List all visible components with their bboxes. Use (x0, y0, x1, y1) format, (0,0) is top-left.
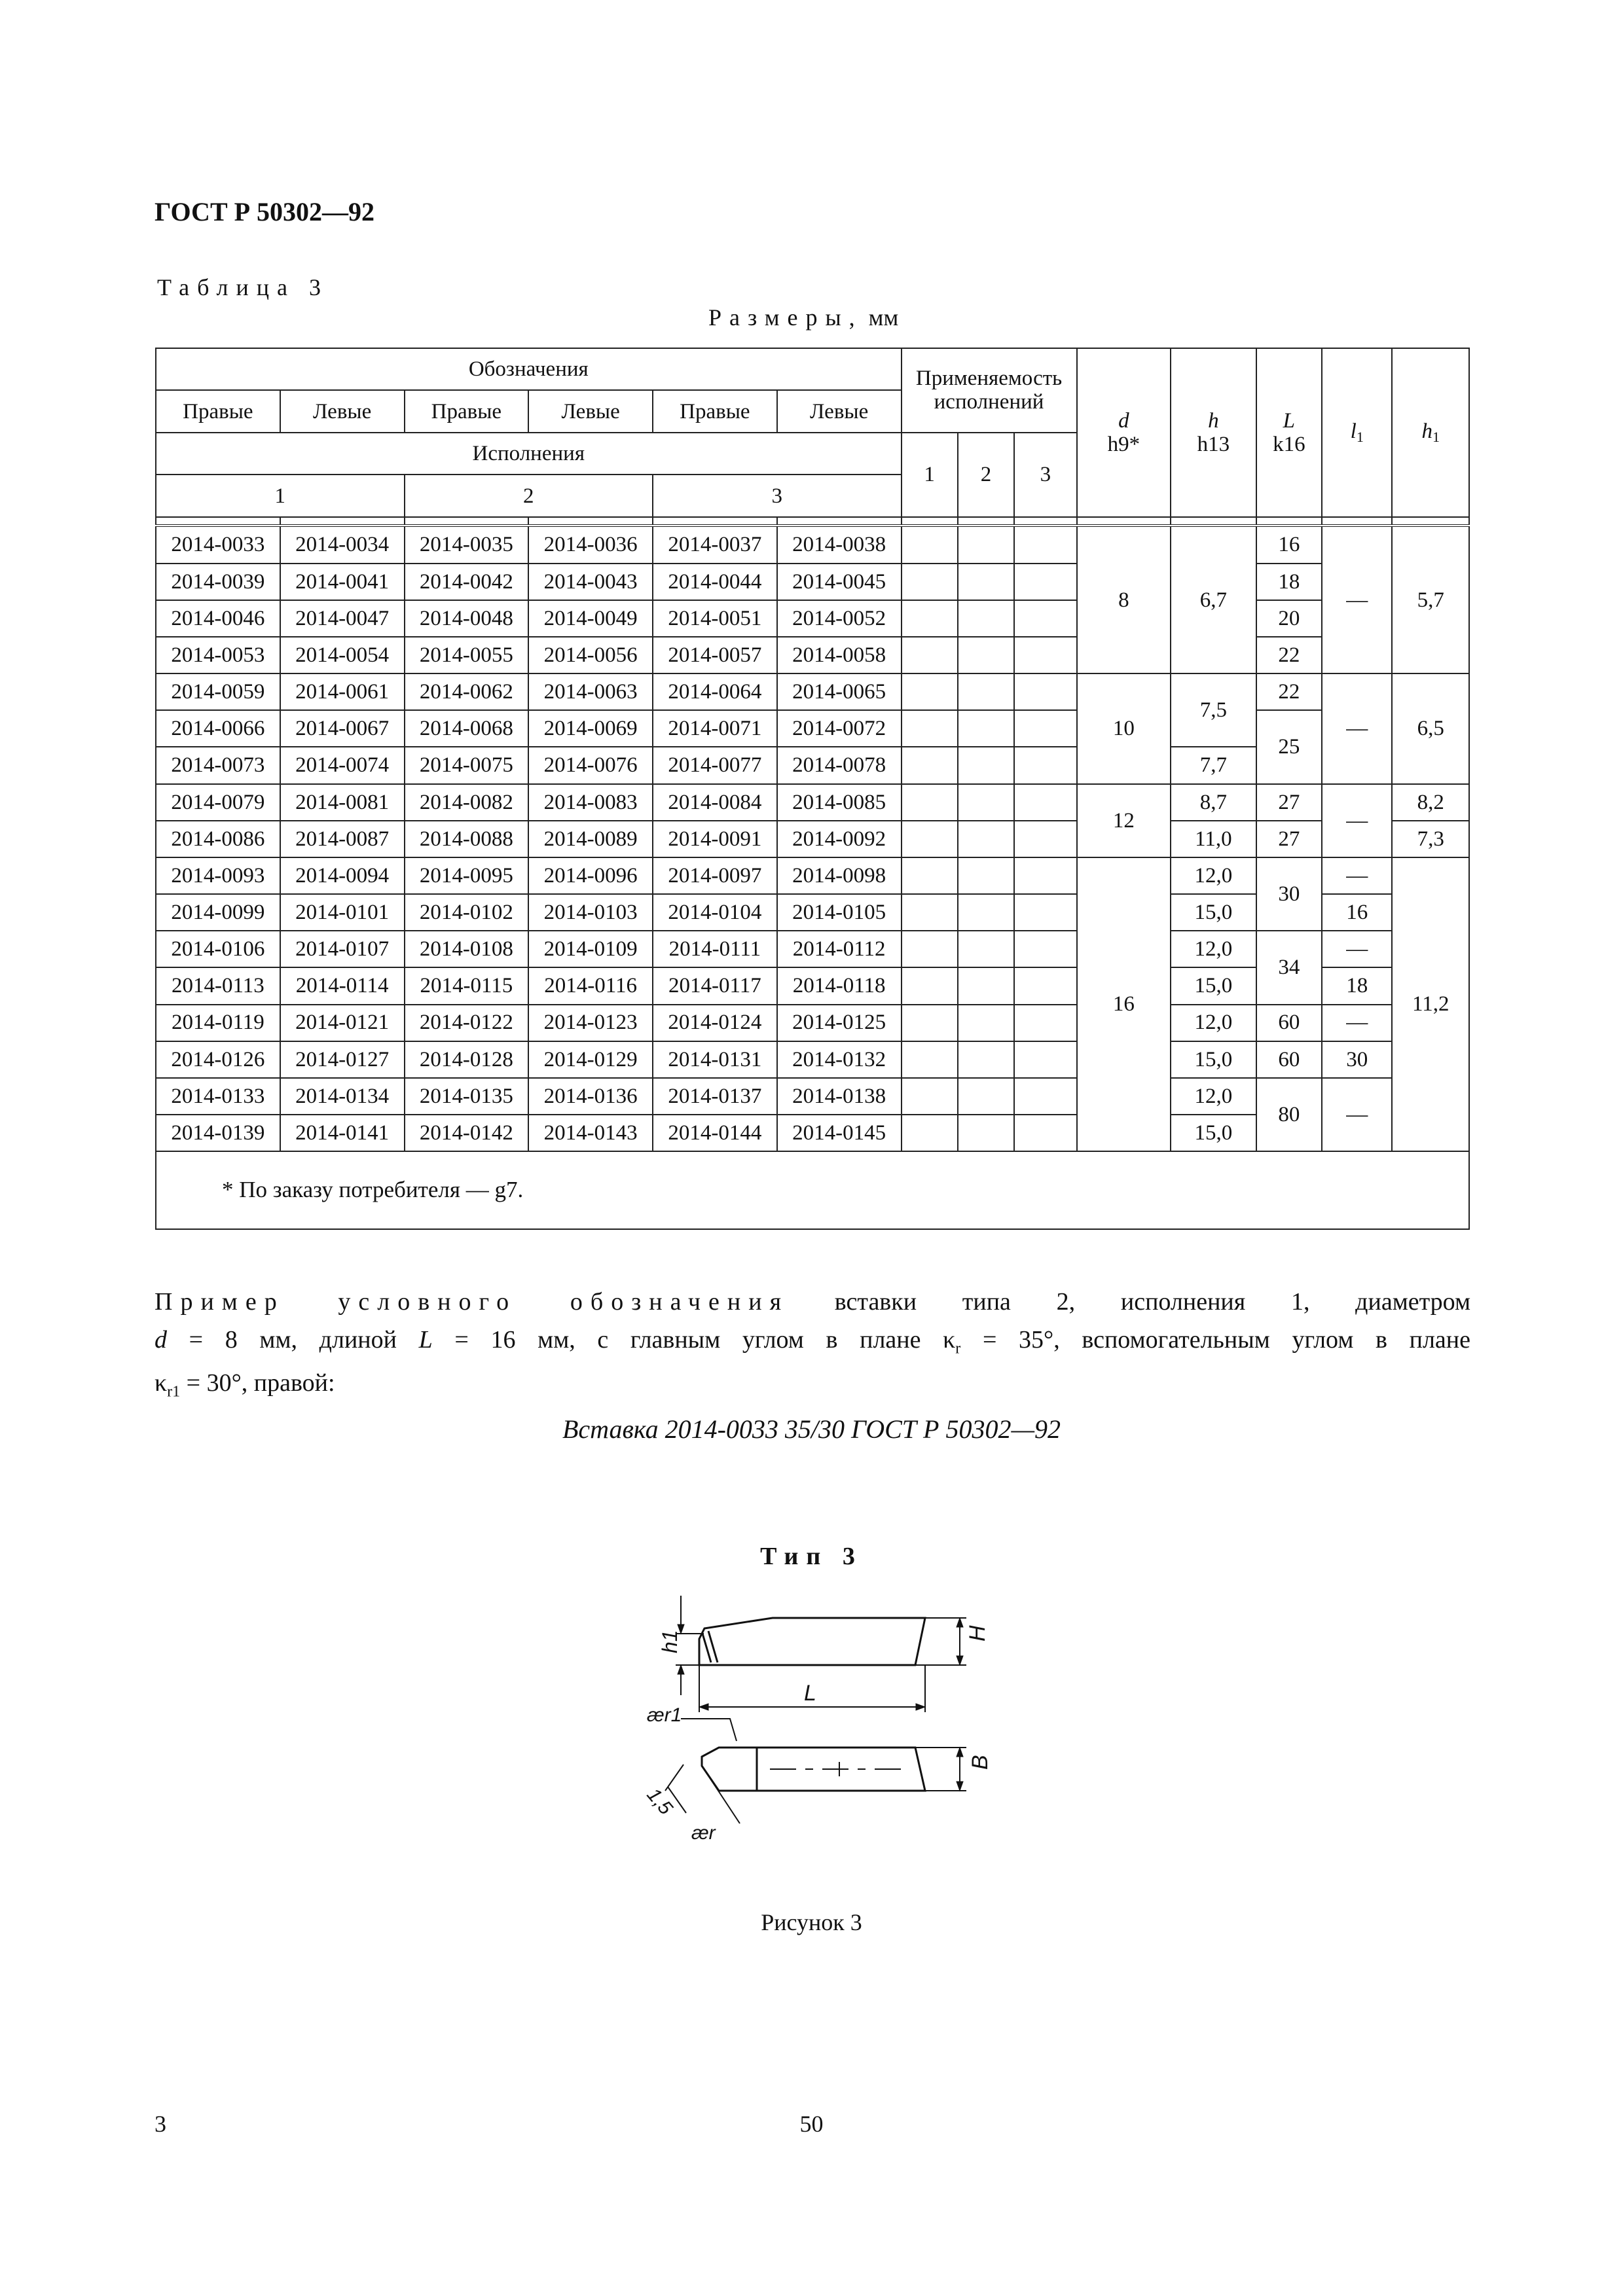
table-row (156, 710, 1469, 747)
designation-cell: 2014-0102 (405, 894, 529, 931)
designation-cell: 2014-0056 (528, 637, 653, 673)
applicability-cell (958, 931, 1014, 967)
designation-cell: 2014-0134 (280, 1078, 405, 1115)
designation-cell: 2014-0067 (280, 710, 405, 747)
document-header: ГОСТ Р 50302—92 (155, 197, 375, 226)
applicability-cell (902, 821, 958, 857)
l1-value-cell: 16 (1322, 894, 1392, 931)
insert-type-3-drawing (642, 1590, 1008, 1898)
designation-cell: 2014-0109 (528, 931, 653, 967)
designation-cell: 2014-0053 (156, 637, 280, 673)
designation-cell: 2014-0114 (280, 967, 405, 1004)
h1-value-cell: 11,2 (1392, 857, 1469, 1151)
header-left: Левые (528, 390, 653, 432)
designation-cell: 2014-0121 (280, 1005, 405, 1041)
header-app-1: 1 (902, 433, 958, 517)
applicability-cell (1014, 1005, 1076, 1041)
h-value-cell: 8,7 (1171, 784, 1256, 821)
designation-cell: 2014-0132 (777, 1041, 902, 1078)
designation-cell: 2014-0112 (777, 931, 902, 967)
side-view-cutting-edge (702, 1631, 718, 1662)
designation-cell: 2014-0095 (405, 857, 529, 894)
applicability-cell (1014, 747, 1076, 783)
applicability-cell (1014, 637, 1076, 673)
applicability-cell (1014, 710, 1076, 747)
header-l1 (1322, 348, 1392, 517)
units-caption (708, 304, 898, 331)
angle-kr-leader (702, 1766, 740, 1823)
header-h (1171, 348, 1256, 517)
designation-cell: 2014-0045 (777, 564, 902, 600)
applicability-cell (902, 857, 958, 894)
applicability-cell (902, 710, 958, 747)
designation-cell: 2014-0089 (528, 821, 653, 857)
designation-cell: 2014-0047 (280, 600, 405, 637)
l1-value-cell: — (1322, 1005, 1392, 1041)
designation-cell: 2014-0042 (405, 564, 529, 600)
L-value-cell: 60 (1256, 1005, 1322, 1041)
applicability-cell (902, 1115, 958, 1151)
designation-cell: 2014-0048 (405, 600, 529, 637)
h1-value-cell: 6,5 (1392, 673, 1469, 783)
table-row (156, 1078, 1469, 1115)
designation-cell: 2014-0128 (405, 1041, 529, 1078)
L-value-cell: 27 (1256, 784, 1322, 821)
applicability-cell (958, 1005, 1014, 1041)
example-line-1-text: вставки типа 2, исполнения 1, диаметром (834, 1288, 1471, 1316)
designation-cell: 2014-0043 (528, 564, 653, 600)
applicability-cell (1014, 526, 1076, 563)
header-L-symbol: L (1283, 408, 1296, 433)
applicability-cell (1014, 821, 1076, 857)
designation-cell: 2014-0057 (653, 637, 777, 673)
designation-cell: 2014-0038 (777, 526, 902, 563)
designation-cell: 2014-0139 (156, 1115, 280, 1151)
h1-value-cell: 7,3 (1392, 821, 1469, 857)
designation-cell: 2014-0062 (405, 673, 529, 710)
designation-cell: 2014-0036 (528, 526, 653, 563)
designation-cell: 2014-0082 (405, 784, 529, 821)
angle-kr1-leader (681, 1719, 737, 1741)
designation-cell: 2014-0129 (528, 1041, 653, 1078)
header-left: Левые (777, 390, 902, 432)
applicability-cell (902, 747, 958, 783)
applicability-cell (902, 673, 958, 710)
designation-cell: 2014-0051 (653, 600, 777, 637)
designation-cell: 2014-0055 (405, 637, 529, 673)
designation-cell: 2014-0044 (653, 564, 777, 600)
designation-cell: 2014-0041 (280, 564, 405, 600)
units-value: мм (868, 304, 899, 331)
side-view-outline (699, 1618, 925, 1665)
designation-cell: 2014-0124 (653, 1005, 777, 1041)
L-value-cell: 16 (1256, 526, 1322, 563)
applicability-cell (902, 1041, 958, 1078)
designation-cell: 2014-0064 (653, 673, 777, 710)
designation-cell: 2014-0115 (405, 967, 529, 1004)
designation-cell: 2014-0131 (653, 1041, 777, 1078)
designation-cell: 2014-0058 (777, 637, 902, 673)
label-chamfer: 1,5 (642, 1784, 677, 1820)
applicability-cell (1014, 931, 1076, 967)
table-row (156, 600, 1469, 637)
table-footnote: * По заказу потребителя — g7. (156, 1151, 1469, 1229)
applicability-cell (902, 1078, 958, 1115)
designation-cell: 2014-0071 (653, 710, 777, 747)
designation-cell: 2014-0103 (528, 894, 653, 931)
applicability-cell (958, 1078, 1014, 1115)
L-value-cell: 80 (1256, 1078, 1322, 1151)
applicability-cell (1014, 784, 1076, 821)
designation-cell: 2014-0093 (156, 857, 280, 894)
applicability-cell (902, 637, 958, 673)
designation-cell: 2014-0074 (280, 747, 405, 783)
example-line-2c: = 35°, вспомогательным углом в плане (982, 1326, 1470, 1354)
l1-value-cell: — (1322, 673, 1392, 783)
applicability-cell (958, 673, 1014, 710)
L-value-cell: 22 (1256, 673, 1322, 710)
table-row (156, 931, 1469, 967)
applicability-cell (1014, 673, 1076, 710)
applicability-cell (1014, 1078, 1076, 1115)
designation-cell: 2014-0083 (528, 784, 653, 821)
designation-cell: 2014-0092 (777, 821, 902, 857)
designation-cell: 2014-0133 (156, 1078, 280, 1115)
designation-cell: 2014-0145 (777, 1115, 902, 1151)
designation-cell: 2014-0125 (777, 1005, 902, 1041)
header-h-tolerance: h13 (1197, 432, 1230, 456)
header-d-tolerance: h9* (1107, 432, 1140, 456)
applicability-cell (958, 747, 1014, 783)
header-right: Правые (156, 390, 280, 432)
L-value-cell: 27 (1256, 821, 1322, 857)
example-line-2 (155, 1321, 1470, 1368)
header-execution-3: 3 (653, 475, 902, 516)
example-line-2b: = 16 мм, с главным углом в плане (454, 1326, 921, 1354)
table-footnote-row (156, 1151, 1469, 1229)
designation-cell: 2014-0081 (280, 784, 405, 821)
designation-cell: 2014-0107 (280, 931, 405, 967)
header-right: Правые (653, 390, 777, 432)
label-kr: ær (691, 1822, 716, 1844)
designation-cell: 2014-0086 (156, 821, 280, 857)
header-applicability: Применяемость исполнений (902, 348, 1077, 433)
header-app-2: 2 (958, 433, 1014, 517)
header-executions: Исполнения (156, 433, 902, 475)
applicability-cell (958, 857, 1014, 894)
header-right: Правые (405, 390, 529, 432)
table-caption: Таблица 3 (157, 274, 329, 300)
figure-caption: Рисунок 3 (761, 1909, 862, 1935)
designation-cell: 2014-0034 (280, 526, 405, 563)
L-value-cell: 30 (1256, 857, 1322, 931)
example-line-3-text: = 30°, правой: (186, 1369, 335, 1397)
header-h1-symbol: h (1421, 420, 1432, 444)
designation-cell: 2014-0106 (156, 931, 280, 967)
designation-cell: 2014-0077 (653, 747, 777, 783)
designation-cell: 2014-0061 (280, 673, 405, 710)
designation-cell: 2014-0091 (653, 821, 777, 857)
table-row (156, 564, 1469, 600)
designation-cell: 2014-0136 (528, 1078, 653, 1115)
designation-cell: 2014-0118 (777, 967, 902, 1004)
designation-cell: 2014-0066 (156, 710, 280, 747)
label-L: L (804, 1681, 816, 1706)
designation-cell: 2014-0111 (653, 931, 777, 967)
designation-cell: 2014-0046 (156, 600, 280, 637)
designation-cell: 2014-0068 (405, 710, 529, 747)
designation-cell: 2014-0072 (777, 710, 902, 747)
d-value-cell: 12 (1077, 784, 1171, 857)
designation-cell: 2014-0084 (653, 784, 777, 821)
table-row (156, 637, 1469, 673)
applicability-cell (1014, 1041, 1076, 1078)
designation-cell: 2014-0141 (280, 1115, 405, 1151)
applicability-cell (902, 600, 958, 637)
designation-cell: 2014-0035 (405, 526, 529, 563)
applicability-cell (958, 564, 1014, 600)
designation-cell: 2014-0101 (280, 894, 405, 931)
applicability-cell (1014, 1115, 1076, 1151)
header-execution-2: 2 (405, 475, 653, 516)
designation-cell: 2014-0143 (528, 1115, 653, 1151)
d-value-cell: 10 (1077, 673, 1171, 783)
l1-value-cell: 18 (1322, 967, 1392, 1004)
table-row (156, 784, 1469, 821)
applicability-cell (958, 894, 1014, 931)
designation-cell: 2014-0094 (280, 857, 405, 894)
applicability-cell (902, 894, 958, 931)
header-h1 (1392, 348, 1469, 517)
header-l1-symbol: l (1350, 420, 1357, 444)
L-value-cell: 18 (1256, 564, 1322, 600)
designation-cell: 2014-0088 (405, 821, 529, 857)
h-value-cell: 12,0 (1171, 931, 1256, 967)
designation-cell: 2014-0135 (405, 1078, 529, 1115)
designation-cell: 2014-0097 (653, 857, 777, 894)
designation-cell: 2014-0096 (528, 857, 653, 894)
designation-cell: 2014-0098 (777, 857, 902, 894)
applicability-cell (1014, 967, 1076, 1004)
h-value-cell: 15,0 (1171, 894, 1256, 931)
table-row (156, 673, 1469, 710)
example-line-3 (155, 1364, 1470, 1411)
figure-type-title: Тип 3 (760, 1543, 863, 1570)
page-number: 50 (799, 2111, 824, 2137)
applicability-cell (902, 526, 958, 563)
applicability-cell (902, 931, 958, 967)
designation-cell: 2014-0073 (156, 747, 280, 783)
example-lead: Пример условного обозначения (155, 1288, 790, 1316)
designation-cell: 2014-0054 (280, 637, 405, 673)
h-value-cell: 12,0 (1171, 1005, 1256, 1041)
applicability-cell (958, 821, 1014, 857)
designation-cell: 2014-0138 (777, 1078, 902, 1115)
designation-cell: 2014-0075 (405, 747, 529, 783)
h-value-cell: 12,0 (1171, 857, 1256, 894)
header-L-tolerance: k16 (1273, 432, 1305, 456)
designation-cell: 2014-0078 (777, 747, 902, 783)
designation-cell: 2014-0104 (653, 894, 777, 931)
dimensions-table (155, 348, 1470, 1230)
label-B: B (968, 1755, 993, 1770)
L-value-cell: 25 (1256, 710, 1322, 783)
units-word: Размеры, (708, 304, 863, 331)
symbol-kappa-r: $\kappa_r$ (943, 1326, 961, 1357)
h1-value-cell: 8,2 (1392, 784, 1469, 821)
applicability-cell (1014, 857, 1076, 894)
L-value-cell: 20 (1256, 600, 1322, 637)
designation-cell: 2014-0117 (653, 967, 777, 1004)
table-row (156, 857, 1469, 894)
designation-cell: 2014-0144 (653, 1115, 777, 1151)
L-value-cell: 60 (1256, 1041, 1322, 1078)
l1-value-cell: 30 (1322, 1041, 1392, 1078)
h-value-cell: 11,0 (1171, 821, 1256, 857)
label-kr1: ær1 (647, 1704, 682, 1726)
label-h1: h1 (658, 1630, 682, 1653)
header-left: Левые (280, 390, 405, 432)
applicability-cell (902, 1005, 958, 1041)
symbol-L: L (418, 1326, 433, 1354)
designation-cell: 2014-0049 (528, 600, 653, 637)
designation-cell: 2014-0085 (777, 784, 902, 821)
l1-value-cell: — (1322, 1078, 1392, 1151)
designation-cell: 2014-0063 (528, 673, 653, 710)
applicability-cell (958, 600, 1014, 637)
designation-cell: 2014-0099 (156, 894, 280, 931)
example-designation: Вставка 2014-0033 35/30 ГОСТ Р 50302—92 (562, 1414, 1061, 1444)
h-value-cell: 12,0 (1171, 1078, 1256, 1115)
designation-cell: 2014-0119 (156, 1005, 280, 1041)
example-line-2a: = 8 мм, длиной (189, 1326, 397, 1354)
designation-cell: 2014-0037 (653, 526, 777, 563)
h1-value-cell: 5,7 (1392, 526, 1469, 673)
l1-value-cell: — (1322, 931, 1392, 967)
applicability-cell (1014, 894, 1076, 931)
applicability-cell (1014, 600, 1076, 637)
l1-value-cell: — (1322, 526, 1392, 673)
applicability-cell (958, 637, 1014, 673)
applicability-cell (958, 1041, 1014, 1078)
designation-cell: 2014-0033 (156, 526, 280, 563)
example-line-1 (155, 1283, 1470, 1321)
symbol-d: d (155, 1326, 167, 1354)
applicability-cell (958, 1115, 1014, 1151)
designation-cell: 2014-0126 (156, 1041, 280, 1078)
designation-cell: 2014-0113 (156, 967, 280, 1004)
applicability-cell (902, 784, 958, 821)
h-value-cell: 7,7 (1171, 747, 1256, 783)
h-value-cell: 7,5 (1171, 673, 1256, 747)
h-value-cell: 15,0 (1171, 1041, 1256, 1078)
applicability-cell (958, 967, 1014, 1004)
header-d-symbol: d (1118, 408, 1129, 433)
applicability-cell (958, 784, 1014, 821)
header-h-symbol: h (1208, 408, 1219, 433)
applicability-cell (1014, 564, 1076, 600)
designation-cell: 2014-0127 (280, 1041, 405, 1078)
d-value-cell: 16 (1077, 857, 1171, 1151)
designation-cell: 2014-0079 (156, 784, 280, 821)
h-value-cell: 15,0 (1171, 1115, 1256, 1151)
h-value-cell: 6,7 (1171, 526, 1256, 673)
designation-cell: 2014-0039 (156, 564, 280, 600)
applicability-cell (902, 967, 958, 1004)
designation-cell: 2014-0105 (777, 894, 902, 931)
header-designations: Обозначения (156, 348, 902, 390)
table-row (156, 821, 1469, 857)
designation-cell: 2014-0059 (156, 673, 280, 710)
l1-value-cell: — (1322, 857, 1392, 894)
designation-cell: 2014-0123 (528, 1005, 653, 1041)
designation-cell: 2014-0142 (405, 1115, 529, 1151)
h-value-cell: 15,0 (1171, 967, 1256, 1004)
L-value-cell: 22 (1256, 637, 1322, 673)
designation-cell: 2014-0069 (528, 710, 653, 747)
label-H: H (965, 1625, 990, 1641)
designation-cell: 2014-0076 (528, 747, 653, 783)
header-h1-subscript: 1 (1432, 429, 1440, 446)
header-app-3: 3 (1014, 433, 1076, 517)
applicability-cell (958, 710, 1014, 747)
table-row (156, 526, 1469, 563)
l1-value-cell: — (1322, 784, 1392, 857)
L-value-cell: 34 (1256, 931, 1322, 1004)
header-L (1256, 348, 1322, 517)
designation-cell: 2014-0052 (777, 600, 902, 637)
table-row (156, 1041, 1469, 1078)
header-execution-1: 1 (156, 475, 405, 516)
designation-cell: 2014-0065 (777, 673, 902, 710)
designation-cell: 2014-0087 (280, 821, 405, 857)
applicability-cell (902, 564, 958, 600)
d-value-cell: 8 (1077, 526, 1171, 673)
designation-cell: 2014-0116 (528, 967, 653, 1004)
table-row (156, 1005, 1469, 1041)
designation-cell: 2014-0122 (405, 1005, 529, 1041)
applicability-cell (958, 526, 1014, 563)
designation-cell: 2014-0137 (653, 1078, 777, 1115)
footer-left-number: 3 (155, 2111, 166, 2137)
header-l1-subscript: 1 (1356, 429, 1364, 446)
designation-cell: 2014-0108 (405, 931, 529, 967)
header-d (1077, 348, 1171, 517)
symbol-kappa-r1: $\kappa_{r1}$ (155, 1369, 181, 1401)
